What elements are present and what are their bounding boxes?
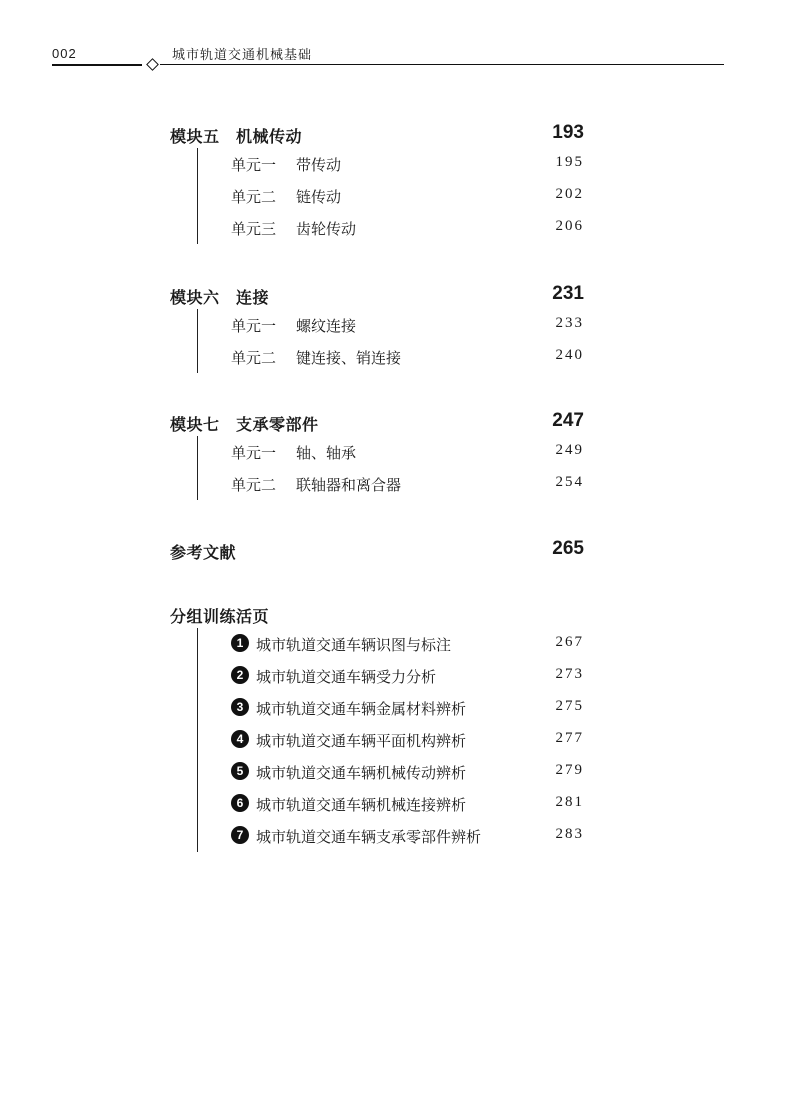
practice-name: 城市轨道交通车辆支承零部件辨析 bbox=[256, 828, 482, 846]
unit-page: 195 bbox=[555, 154, 584, 170]
page-header bbox=[52, 40, 724, 70]
references-page: 265 bbox=[552, 538, 584, 559]
toc-references bbox=[170, 538, 584, 564]
module-page: 193 bbox=[552, 122, 584, 143]
practice-name: 城市轨道交通车辆机械传动辨析 bbox=[256, 764, 467, 782]
toc-module-6 bbox=[170, 283, 584, 373]
module-page: 231 bbox=[552, 283, 584, 304]
practice-name: 城市轨道交通车辆平面机构辨析 bbox=[256, 732, 467, 750]
toc-entry[interactable] bbox=[198, 436, 584, 468]
unit-name: 螺纹连接 bbox=[296, 317, 357, 335]
circled-number-icon: 4 bbox=[231, 730, 249, 748]
practice-heading bbox=[170, 602, 584, 628]
unit-name: 齿轮传动 bbox=[296, 220, 357, 238]
module-title: 模块五 机械传动 bbox=[170, 127, 303, 146]
references-heading[interactable] bbox=[170, 538, 584, 564]
unit-page: 233 bbox=[555, 315, 584, 331]
practice-page: 283 bbox=[555, 826, 584, 842]
module-title: 模块七 支承零部件 bbox=[170, 415, 319, 434]
toc-entry[interactable] bbox=[198, 309, 584, 341]
unit-name: 键连接、销连接 bbox=[296, 349, 402, 367]
unit-label: 单元三 bbox=[231, 220, 277, 238]
diamond-icon bbox=[146, 58, 159, 71]
practice-item[interactable] bbox=[198, 724, 584, 756]
practice-page: 277 bbox=[555, 730, 584, 746]
practice-name: 城市轨道交通车辆机械连接辨析 bbox=[256, 796, 467, 814]
unit-name: 链传动 bbox=[296, 188, 342, 206]
book-title: 城市轨道交通机械基础 bbox=[172, 48, 313, 63]
circled-number-icon: 3 bbox=[231, 698, 249, 716]
toc-entry[interactable] bbox=[198, 341, 584, 373]
unit-list bbox=[197, 309, 584, 373]
unit-page: 249 bbox=[555, 442, 584, 458]
header-rule-right bbox=[160, 64, 724, 65]
practice-item[interactable] bbox=[198, 692, 584, 724]
practice-title: 分组训练活页 bbox=[170, 607, 270, 626]
practice-page: 281 bbox=[555, 794, 584, 810]
unit-name: 联轴器和离合器 bbox=[296, 476, 402, 494]
toc-entry[interactable] bbox=[198, 468, 584, 500]
practice-item[interactable] bbox=[198, 788, 584, 820]
module-title: 模块六 连接 bbox=[170, 288, 270, 307]
unit-list bbox=[197, 148, 584, 244]
unit-label: 单元一 bbox=[231, 317, 277, 335]
header-rule-left bbox=[52, 64, 142, 66]
toc-module-5 bbox=[170, 122, 584, 244]
module-heading[interactable] bbox=[170, 122, 584, 148]
circled-number-icon: 7 bbox=[231, 826, 249, 844]
unit-label: 单元一 bbox=[231, 156, 277, 174]
module-page: 247 bbox=[552, 410, 584, 431]
practice-item[interactable] bbox=[198, 820, 584, 852]
unit-page: 206 bbox=[555, 218, 584, 234]
unit-label: 单元二 bbox=[231, 476, 277, 494]
practice-page: 275 bbox=[555, 698, 584, 714]
circled-number-icon: 6 bbox=[231, 794, 249, 812]
unit-name: 带传动 bbox=[296, 156, 342, 174]
circled-number-icon: 5 bbox=[231, 762, 249, 780]
module-heading[interactable] bbox=[170, 410, 584, 436]
practice-page: 273 bbox=[555, 666, 584, 682]
unit-page: 202 bbox=[555, 186, 584, 202]
unit-page: 240 bbox=[555, 347, 584, 363]
unit-name: 轴、轴承 bbox=[296, 444, 357, 462]
page-number: 002 bbox=[52, 46, 77, 61]
unit-page: 254 bbox=[555, 474, 584, 490]
circled-number-icon: 1 bbox=[231, 634, 249, 652]
circled-number-icon: 2 bbox=[231, 666, 249, 684]
practice-name: 城市轨道交通车辆金属材料辨析 bbox=[256, 700, 467, 718]
practice-list bbox=[197, 628, 584, 852]
toc-entry[interactable] bbox=[198, 212, 584, 244]
practice-page: 267 bbox=[555, 634, 584, 650]
toc-module-7 bbox=[170, 410, 584, 500]
practice-item[interactable] bbox=[198, 756, 584, 788]
practice-item[interactable] bbox=[198, 660, 584, 692]
unit-label: 单元二 bbox=[231, 188, 277, 206]
practice-page: 279 bbox=[555, 762, 584, 778]
unit-list bbox=[197, 436, 584, 500]
unit-label: 单元二 bbox=[231, 349, 277, 367]
practice-name: 城市轨道交通车辆识图与标注 bbox=[256, 636, 452, 654]
module-heading[interactable] bbox=[170, 283, 584, 309]
unit-label: 单元一 bbox=[231, 444, 277, 462]
practice-name: 城市轨道交通车辆受力分析 bbox=[256, 668, 437, 686]
toc-entry[interactable] bbox=[198, 180, 584, 212]
toc-entry[interactable] bbox=[198, 148, 584, 180]
toc-practice bbox=[170, 602, 584, 852]
references-title: 参考文献 bbox=[170, 543, 237, 562]
practice-item[interactable] bbox=[198, 628, 584, 660]
